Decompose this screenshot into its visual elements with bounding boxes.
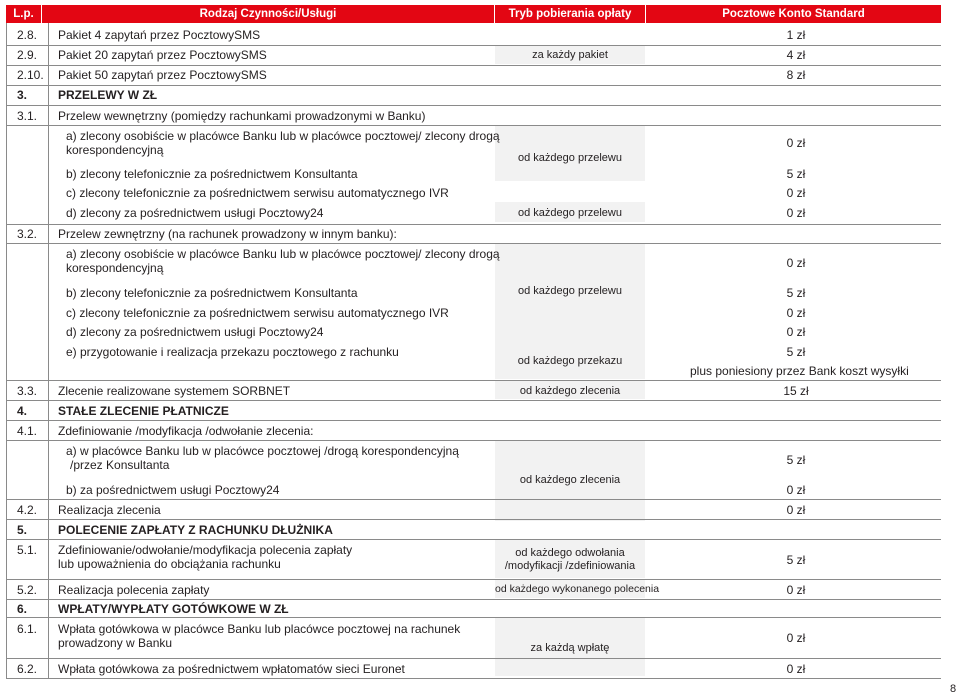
row-description: Wpłata gotówkowa w placówce Banku lub placówce pocztowej na rachunek bbox=[58, 622, 461, 636]
row-price: 15 zł bbox=[783, 384, 809, 398]
row-divider bbox=[6, 85, 941, 86]
row-fee-mode: od każdego przelewu bbox=[518, 152, 622, 164]
row-price: 0 zł bbox=[786, 186, 806, 200]
row-price: 0 zł bbox=[786, 325, 806, 339]
row-price: 0 zł bbox=[786, 503, 806, 517]
row-price: 0 zł bbox=[786, 306, 806, 320]
page-number: 8 bbox=[950, 683, 957, 695]
row-number: 2.10. bbox=[17, 68, 44, 82]
row-fee-mode: od każdego przelewu bbox=[518, 207, 622, 219]
row-number: 3.3. bbox=[17, 384, 38, 398]
row-fee-mode: od każdego zlecenia bbox=[519, 385, 621, 397]
row-description: Przelew wewnętrzny (pomiędzy rachunkami prowadzonymi w Banku) bbox=[58, 109, 426, 123]
row-description: a) zlecony osobiście w placówce Banku lub w placówce pocztowej/ zlecony drogą bbox=[66, 129, 500, 143]
row-description: b) za pośrednictwem usługi Pocztowy24 bbox=[66, 483, 280, 497]
row-description: Zdefiniowanie/odwołanie/modyfikacja polecenia zapłaty bbox=[58, 543, 353, 557]
row-number: 5.1. bbox=[17, 543, 38, 557]
table-border bbox=[6, 23, 7, 679]
row-description: korespondencyjną bbox=[66, 143, 164, 157]
row-description: b) zlecony telefonicznie za pośrednictwem Konsultanta bbox=[66, 286, 358, 300]
row-number: 2.8. bbox=[17, 28, 38, 42]
section-title: STAŁE ZLECENIE PŁATNICZE bbox=[58, 404, 229, 418]
row-price: 0 zł bbox=[786, 631, 806, 645]
row-divider bbox=[6, 678, 941, 679]
row-description: Pakiet 20 zapytań przez PocztowySMS bbox=[58, 48, 267, 62]
row-divider bbox=[6, 617, 941, 618]
row-price: 5 zł bbox=[786, 286, 806, 300]
row-description: /przez Konsultanta bbox=[70, 458, 170, 472]
row-divider bbox=[6, 539, 941, 540]
row-divider bbox=[6, 420, 941, 421]
row-divider bbox=[6, 243, 941, 244]
header-fee-mode: Tryb pobierania opłaty /prowizji bbox=[495, 5, 645, 23]
row-description: Realizacja polecenia zapłaty bbox=[58, 583, 210, 597]
row-price: 5 zł bbox=[786, 453, 806, 467]
row-description: korespondencyjną bbox=[66, 261, 164, 275]
row-fee-mode: od każdego przekazu bbox=[517, 355, 623, 367]
row-divider bbox=[6, 380, 941, 381]
section-title: POLECENIE ZAPŁATY Z RACHUNKU DŁUŻNIKA bbox=[58, 523, 333, 537]
row-description: Wpłata gotówkowa za pośrednictwem wpłatomatów sieci Euronet bbox=[58, 662, 405, 676]
row-number: 2.9. bbox=[17, 48, 38, 62]
row-price: 0 zł bbox=[786, 136, 806, 150]
row-description: lub upoważnienia do obciążania rachunku bbox=[58, 557, 281, 571]
section-number: 3. bbox=[17, 88, 28, 102]
row-number: 6.1. bbox=[17, 622, 38, 636]
row-divider bbox=[6, 440, 941, 441]
row-divider bbox=[6, 658, 941, 659]
row-divider bbox=[6, 224, 941, 225]
row-fee-mode: za każdy pakiet bbox=[532, 49, 608, 61]
row-price: 0 zł bbox=[786, 483, 806, 497]
header-service: Rodzaj Czynności/Usługi bbox=[42, 5, 494, 23]
row-number: 3.2. bbox=[17, 227, 38, 241]
row-description: Zdefiniowanie /modyfikacja /odwołanie zlecenia: bbox=[58, 424, 314, 438]
row-number: 5.2. bbox=[17, 583, 38, 597]
row-description: d) zlecony za pośrednictwem usługi Pocztowy24 bbox=[66, 206, 324, 220]
row-price: 4 zł bbox=[786, 48, 806, 62]
row-price: 1 zł bbox=[786, 28, 806, 42]
row-description: d) zlecony za pośrednictwem usługi Pocztowy24 bbox=[66, 325, 324, 339]
section-number: 6. bbox=[17, 602, 28, 616]
row-description: prowadzony w Banku bbox=[58, 636, 173, 650]
row-description: b) zlecony telefonicznie za pośrednictwem Konsultanta bbox=[66, 167, 358, 181]
row-number: 3.1. bbox=[17, 109, 38, 123]
row-note: plus poniesiony przez Bank koszt wysyłki bbox=[690, 364, 909, 378]
header-lp: L.p. bbox=[6, 5, 41, 23]
row-divider bbox=[6, 45, 941, 46]
row-divider bbox=[6, 599, 941, 600]
row-number: 4.2. bbox=[17, 503, 38, 517]
row-price: 0 zł bbox=[786, 206, 806, 220]
row-fee-mode: od każdego zlecenia bbox=[519, 474, 621, 486]
row-description: c) zlecony telefonicznie za pośrednictwem serwisu automatycznego IVR bbox=[66, 306, 449, 320]
row-price: 5 zł bbox=[786, 167, 806, 181]
row-fee-mode: za każdą wpłatę bbox=[530, 642, 610, 654]
row-divider bbox=[6, 499, 941, 500]
column-divider bbox=[48, 23, 49, 679]
section-title: WPŁATY/WYPŁATY GOTÓWKOWE W ZŁ bbox=[58, 602, 289, 616]
row-number: 4.1. bbox=[17, 424, 38, 438]
row-price: 0 zł bbox=[786, 256, 806, 270]
row-description: Pakiet 4 zapytań przez PocztowySMS bbox=[58, 28, 261, 42]
row-divider bbox=[6, 125, 941, 126]
row-description: a) w placówce Banku lub w placówce pocztowej /drogą korespondencyjną bbox=[66, 444, 459, 458]
row-divider bbox=[6, 579, 941, 580]
row-number: 6.2. bbox=[17, 662, 38, 676]
row-fee-mode: od każdego przelewu bbox=[518, 285, 622, 297]
section-number: 4. bbox=[17, 404, 28, 418]
row-divider bbox=[6, 65, 941, 66]
row-divider bbox=[6, 105, 941, 106]
row-price: 0 zł bbox=[786, 583, 806, 597]
row-description: c) zlecony telefonicznie za pośrednictwem serwisu automatycznego IVR bbox=[66, 186, 449, 200]
section-number: 5. bbox=[17, 523, 28, 537]
row-description: e) przygotowanie i realizacja przekazu pocztowego z rachunku bbox=[66, 345, 399, 359]
row-description: a) zlecony osobiście w placówce Banku lub w placówce pocztowej/ zlecony drogą bbox=[66, 247, 500, 261]
row-price: 8 zł bbox=[786, 68, 806, 82]
row-description: Zlecenie realizowane systemem SORBNET bbox=[58, 384, 291, 398]
row-fee-mode: od każdego wykonanego polecenia bbox=[495, 583, 660, 595]
row-price: 5 zł bbox=[786, 345, 806, 359]
header-account: Pocztowe Konto Standard bbox=[646, 5, 941, 23]
row-price: 0 zł bbox=[786, 662, 806, 676]
section-title: PRZELEWY W ZŁ bbox=[58, 88, 158, 102]
row-description: Realizacja zlecenia bbox=[58, 503, 161, 517]
row-description: Pakiet 50 zapytań przez PocztowySMS bbox=[58, 68, 267, 82]
row-fee-mode: od każdego odwołania bbox=[515, 547, 625, 559]
row-description: Przelew zewnętrzny (na rachunek prowadzony w innym banku): bbox=[58, 227, 397, 241]
row-divider bbox=[6, 400, 941, 401]
row-fee-mode: /modyfikacji /zdefiniowania bbox=[504, 560, 636, 572]
row-price: 5 zł bbox=[786, 553, 806, 567]
row-divider bbox=[6, 519, 941, 520]
